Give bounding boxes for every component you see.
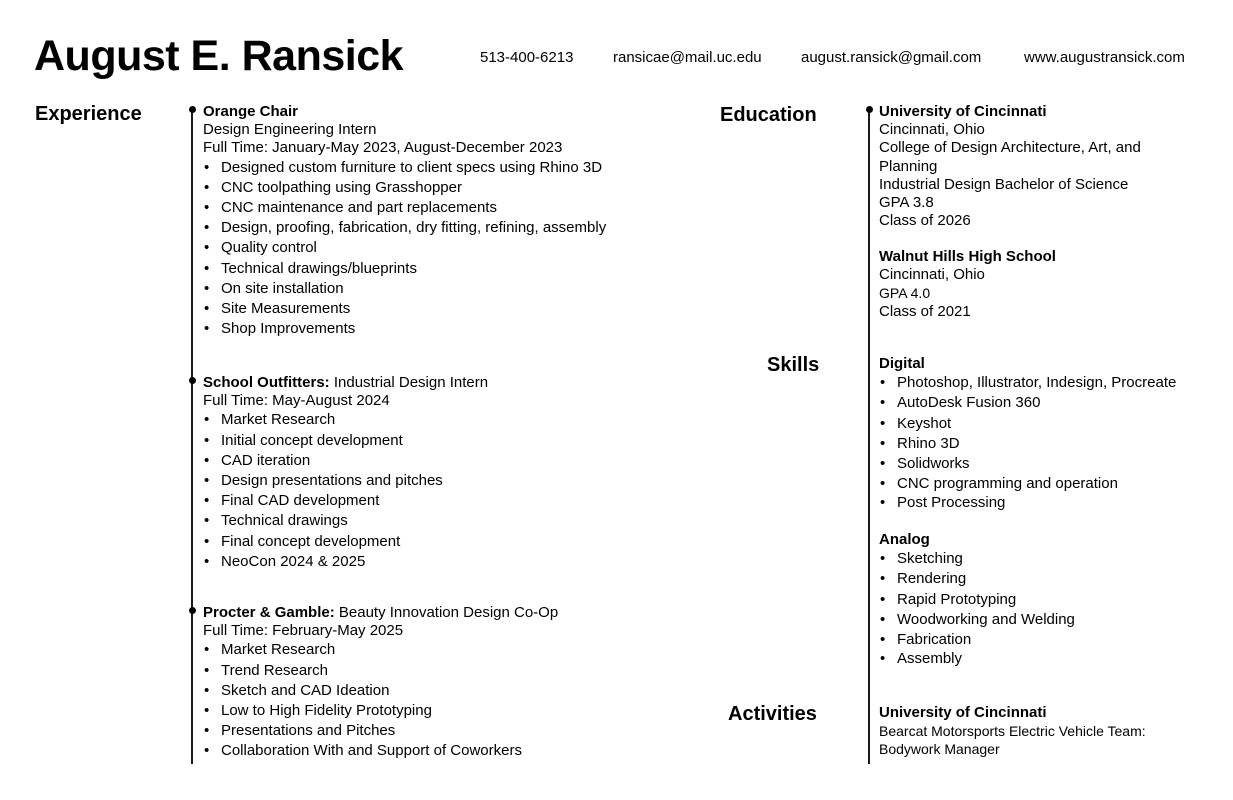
education-line: Planning <box>879 157 938 175</box>
section-title-skills: Skills <box>767 354 820 376</box>
list-item: • Quality control <box>203 238 606 258</box>
timeline-dot-icon <box>189 377 196 384</box>
company-name: Procter & Gamble: <box>203 604 335 621</box>
list-item: • CNC maintenance and part replacements <box>203 198 606 218</box>
list-item: • Site Measurements <box>203 299 606 319</box>
list-item: • On site installation <box>203 279 606 299</box>
resume-name: August E. Ransick <box>34 32 404 80</box>
list-item: • AutoDesk Fusion 360 <box>879 393 1176 413</box>
list-item: • Trend Research <box>203 661 558 681</box>
education-entry <box>879 103 1141 230</box>
section-title-activities: Activities <box>728 703 817 725</box>
education-line: Class of 2026 <box>879 212 971 230</box>
list-item: • Sketching <box>879 549 1075 569</box>
list-item: • Market Research <box>203 640 558 660</box>
skills-group-title: Digital <box>879 355 925 372</box>
activities-entry <box>879 704 1146 759</box>
education-entry <box>879 248 1056 321</box>
list-item: • Rhino 3D <box>879 434 1176 454</box>
school-name: Walnut Hills High School <box>879 248 1056 265</box>
list-item: • Technical drawings/blueprints <box>203 259 606 279</box>
education-line: Class of 2021 <box>879 302 971 320</box>
job-role: Industrial Design Intern <box>329 374 489 391</box>
bullet-list <box>203 158 606 340</box>
list-item: • Post Processing <box>879 494 1176 512</box>
list-item: • Sketch and CAD Ideation <box>203 681 558 701</box>
list-item: • Solidworks <box>879 454 1176 474</box>
activity-org: University of Cincinnati <box>879 704 1047 721</box>
right-timeline <box>868 108 870 764</box>
list-item: • Designed custom furniture to client specs using Rhino 3D <box>203 158 606 178</box>
personal-email[interactable]: august.ransick@gmail.com <box>801 49 982 66</box>
list-item: • Fabrication <box>879 630 1075 650</box>
activity-line: Bodywork Manager <box>879 741 1000 758</box>
section-title-experience: Experience <box>35 103 142 125</box>
list-item: • Low to High Fidelity Prototyping <box>203 701 558 721</box>
job-role: Beauty Innovation Design Co-Op <box>334 604 559 621</box>
timeline-dot-icon <box>189 106 196 113</box>
list-item: • Presentations and Pitches <box>203 721 558 741</box>
timeline-dot-icon <box>866 106 873 113</box>
list-item: • CNC programming and operation <box>879 474 1176 494</box>
job-dates: Full Time: May-August 2024 <box>203 392 390 410</box>
education-line: Industrial Design Bachelor of Science <box>879 175 1129 193</box>
activity-line: Bearcat Motorsports Electric Vehicle Team: <box>879 723 1146 740</box>
section-title-education: Education <box>720 104 817 126</box>
list-item: • Market Research <box>203 410 488 430</box>
bullet-list <box>203 640 558 761</box>
list-item: • CAD iteration <box>203 451 488 471</box>
education-line: GPA 3.8 <box>879 194 934 212</box>
list-item: • Photoshop, Illustrator, Indesign, Procreate <box>879 373 1176 393</box>
company-name: School Outfitters: <box>203 374 330 391</box>
list-item: • Assembly <box>879 650 1075 668</box>
education-line: GPA 4.0 <box>879 285 931 302</box>
job-role: Design Engineering Intern <box>203 121 377 139</box>
job-dates: Full Time: January-May 2023, August-December 2023 <box>203 139 563 157</box>
skills-analog <box>879 531 1075 668</box>
timeline-dot-icon <box>189 607 196 614</box>
list-item: • Final CAD development <box>203 491 488 511</box>
list-item: • Woodworking and Welding <box>879 610 1075 630</box>
list-item: • Collaboration With and Support of Coworkers <box>203 741 558 761</box>
bullet-list <box>879 549 1075 668</box>
list-item: • CNC toolpathing using Grasshopper <box>203 178 606 198</box>
bullet-list <box>879 373 1176 512</box>
list-item: • Final concept development <box>203 532 488 552</box>
skills-digital <box>879 355 1176 512</box>
experience-entry <box>203 604 558 762</box>
education-line: College of Design Architecture, Art, and <box>879 139 1141 157</box>
website-link[interactable]: www.augustransick.com <box>1024 49 1185 66</box>
list-item: • Initial concept development <box>203 431 488 451</box>
list-item: • Design, proofing, fabrication, dry fitting, refining, assembly <box>203 218 606 238</box>
phone-number: 513-400-6213 <box>480 49 574 66</box>
bullet-list <box>203 410 488 572</box>
list-item: • Technical drawings <box>203 511 488 531</box>
school-email[interactable]: ransicae@mail.uc.edu <box>613 49 762 66</box>
education-line: Cincinnati, Ohio <box>879 266 985 284</box>
job-dates: Full Time: February-May 2025 <box>203 622 404 640</box>
list-item: • Rendering <box>879 569 1075 589</box>
school-name: University of Cincinnati <box>879 103 1047 120</box>
list-item: • Shop Improvements <box>203 319 606 339</box>
company-name: Orange Chair <box>203 103 299 120</box>
list-item: • Keyshot <box>879 414 1176 434</box>
education-line: Cincinnati, Ohio <box>879 121 985 139</box>
experience-entry <box>203 374 488 572</box>
list-item: • Design presentations and pitches <box>203 471 488 491</box>
list-item: • Rapid Prototyping <box>879 590 1075 610</box>
experience-entry <box>203 103 606 339</box>
experience-timeline <box>191 107 193 764</box>
list-item: • NeoCon 2024 & 2025 <box>203 552 488 572</box>
skills-group-title: Analog <box>879 531 930 548</box>
